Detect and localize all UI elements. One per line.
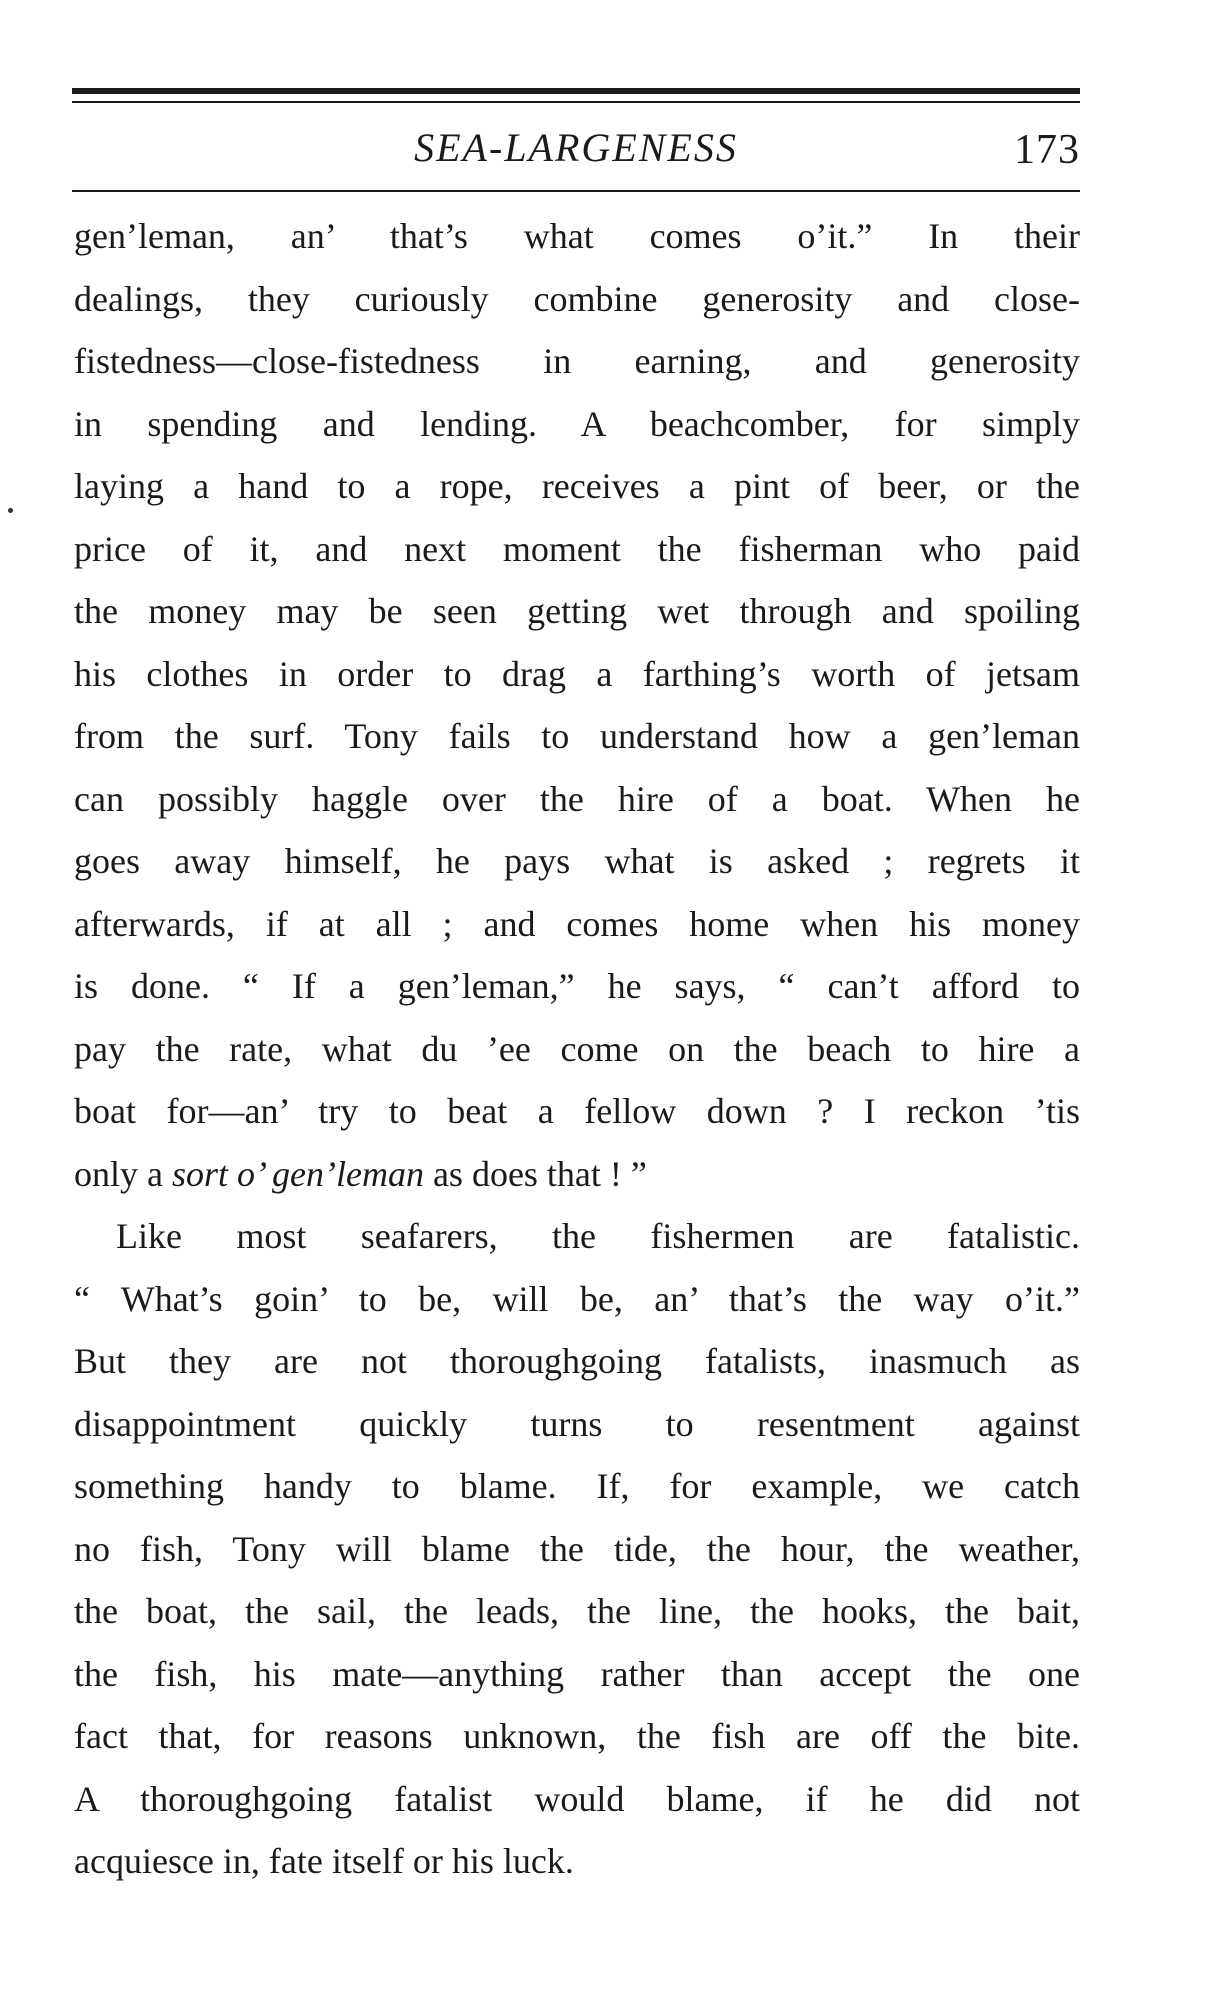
- text-line: boat for—an’ try to beat a fellow down ? I reckon ’tis: [74, 1091, 1080, 1131]
- text-line: fact that, for reasons unknown, the fish are off the bite.: [74, 1716, 1080, 1756]
- text-line: price of it, and next moment the fisherman who paid: [74, 528, 1080, 569]
- paragraph-end-line: acquiesce in, fate itself or his luck.: [74, 1841, 574, 1881]
- body-text: [74, 205, 1080, 1893]
- text-line: his clothes in order to drag a farthing’s worth of jetsam: [74, 653, 1080, 694]
- header-rule-thick: [72, 88, 1080, 94]
- italic-phrase: sort o’ gen’leman: [171, 1153, 424, 1194]
- text-line: no fish, Tony will blame the tide, the hour, the weather,: [74, 1528, 1080, 1569]
- header-rule-thin: [72, 101, 1080, 103]
- page-number: 173: [1014, 127, 1080, 173]
- text-line: But they are not thoroughgoing fatalists, inasmuch as: [74, 1341, 1080, 1381]
- text-line: afterwards, if at all ; and comes home when his money: [74, 903, 1080, 944]
- text-line: A thoroughgoing fatalist would blame, if he did not: [74, 1778, 1080, 1819]
- text-line: in spending and lending. A beachcomber, for simply: [74, 403, 1080, 444]
- text-line: disappointment quickly turns to resentment against: [74, 1403, 1080, 1444]
- text-run: as does that ! ”: [423, 1153, 647, 1194]
- text-line: can possibly haggle over the hire of a boat. When he: [74, 778, 1080, 819]
- text-line: dealings, they curiously combine generosity and close-: [74, 278, 1080, 319]
- text-line: the fish, his mate—anything rather than accept the one: [74, 1653, 1080, 1694]
- text-line: “ What’s goin’ to be, will be, an’ that’s the way o’it.”: [74, 1278, 1080, 1319]
- paragraph-end-line: [74, 1143, 1080, 1206]
- text-line: something handy to blame. If, for example, we catch: [74, 1466, 1080, 1506]
- text-line: pay the rate, what du ’ee come on the beach to hire a: [74, 1028, 1080, 1069]
- text-run: only a: [74, 1153, 172, 1194]
- text-line: fistedness—close-fistedness in earning, and generosity: [74, 341, 1080, 381]
- running-head: [72, 118, 1080, 178]
- text-line: the boat, the sail, the leads, the line, the hooks, the bait,: [74, 1591, 1080, 1631]
- running-title: SEA-LARGENESS: [414, 125, 738, 170]
- header-rule-bottom: [72, 190, 1080, 192]
- text-line: goes away himself, he pays what is asked ; regrets it: [74, 841, 1080, 881]
- text-line: gen’leman, an’ that’s what comes o’it.” In their: [74, 216, 1080, 256]
- text-line: from the surf. Tony fails to understand how a gen’leman: [74, 716, 1080, 756]
- paragraph-first-line: Like most seafarers, the fishermen are fatalistic.: [116, 1216, 1080, 1256]
- text-line: the money may be seen getting wet through and spoiling: [74, 591, 1080, 631]
- text-line: is done. “ If a gen’leman,” he says, “ can’t afford to: [74, 966, 1080, 1006]
- text-line: laying a hand to a rope, receives a pint of beer, or the: [74, 466, 1080, 506]
- margin-speck: [8, 508, 13, 513]
